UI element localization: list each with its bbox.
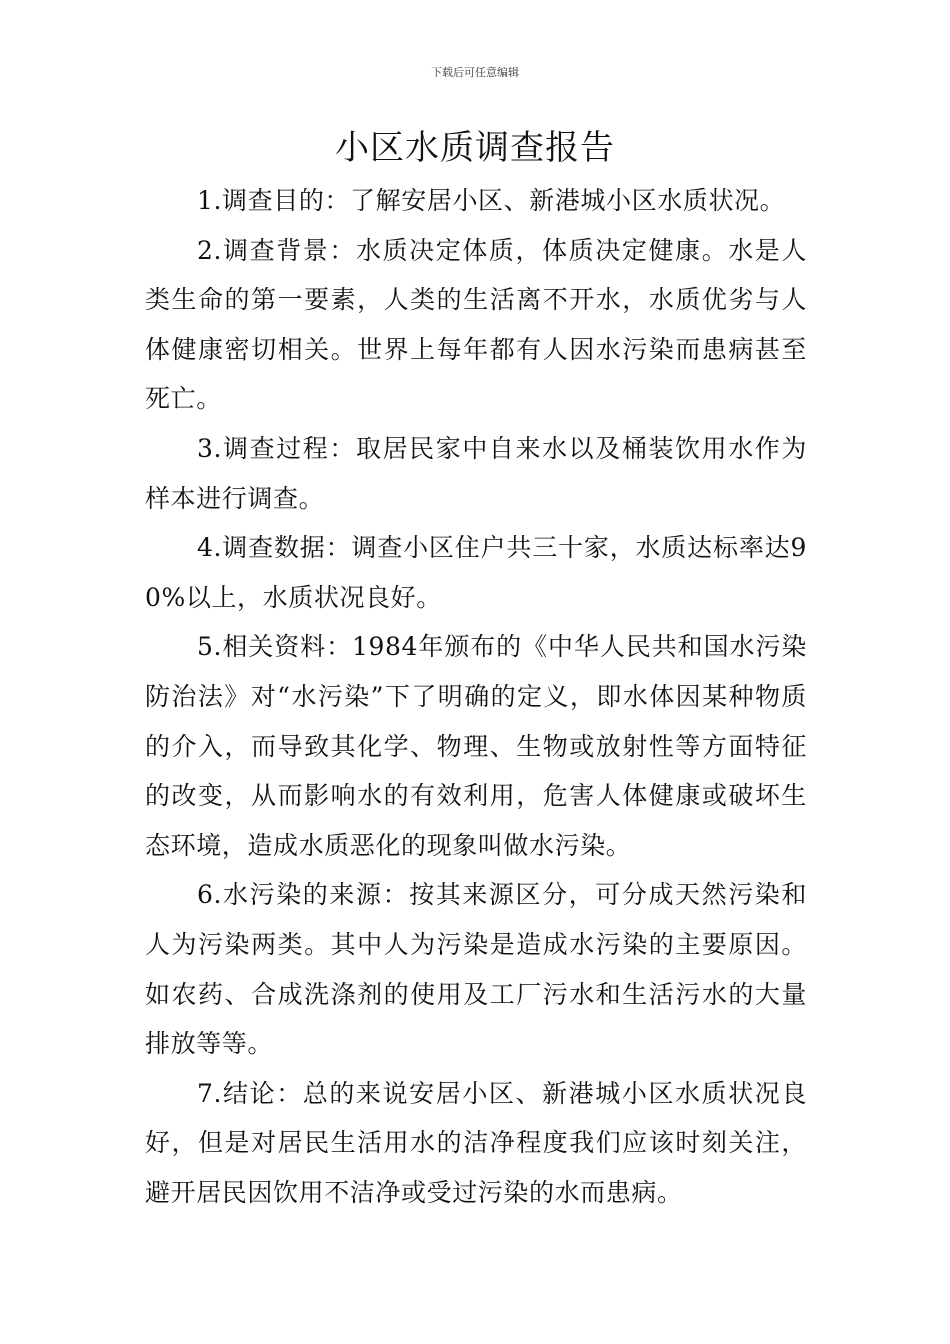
report-body xyxy=(145,176,807,1217)
paragraph-purpose: 1.调查目的：了解安居小区、新港城小区水质状况。 xyxy=(197,186,786,215)
paragraph-background: 2.调查背景：水质决定体质，体质决定健康。水是人类生命的第一要素，人类的生活离不开水，水质优劣与人体健康密切相关。世界上每年都有人因水污染而患病甚至死亡。 xyxy=(145,235,807,414)
header-note: 下载后可任意编辑 xyxy=(431,66,519,79)
paragraph-references: 5.相关资料：1984年颁布的《中华人民共和国水污染防治法》对“水污染”下了明确的定义，即水体因某种物质的介入，而导致其化学、物理、生物或放射性等方面特征的改变，从而影响水的有效利用，危害人体健康或破坏生态环境，造成水质恶化的现象叫做水污染。 xyxy=(145,632,807,860)
paragraph-conclusion: 7.结论：总的来说安居小区、新港城小区水质状况良好，但是对居民生活用水的洁净程度我们应该时刻关注，避开居民因饮用不洁净或受过污染的水而患病。 xyxy=(145,1078,807,1207)
paragraph-process: 3.调查过程：取居民家中自来水以及桶装饮用水作为样本进行调查。 xyxy=(145,433,807,513)
paragraph-pollution-sources: 6.水污染的来源：按其来源区分，可分成天然污染和人为污染两类。其中人为污染是造成水污染的主要原因。如农药、合成洗涤剂的使用及工厂污水和生活污水的大量排放等等。 xyxy=(145,880,807,1059)
paragraph-data: 4.调查数据：调查小区住户共三十家，水质达标率达90%以上，水质状况良好。 xyxy=(145,533,807,612)
report-title: 小区水质调查报告 xyxy=(335,128,615,168)
